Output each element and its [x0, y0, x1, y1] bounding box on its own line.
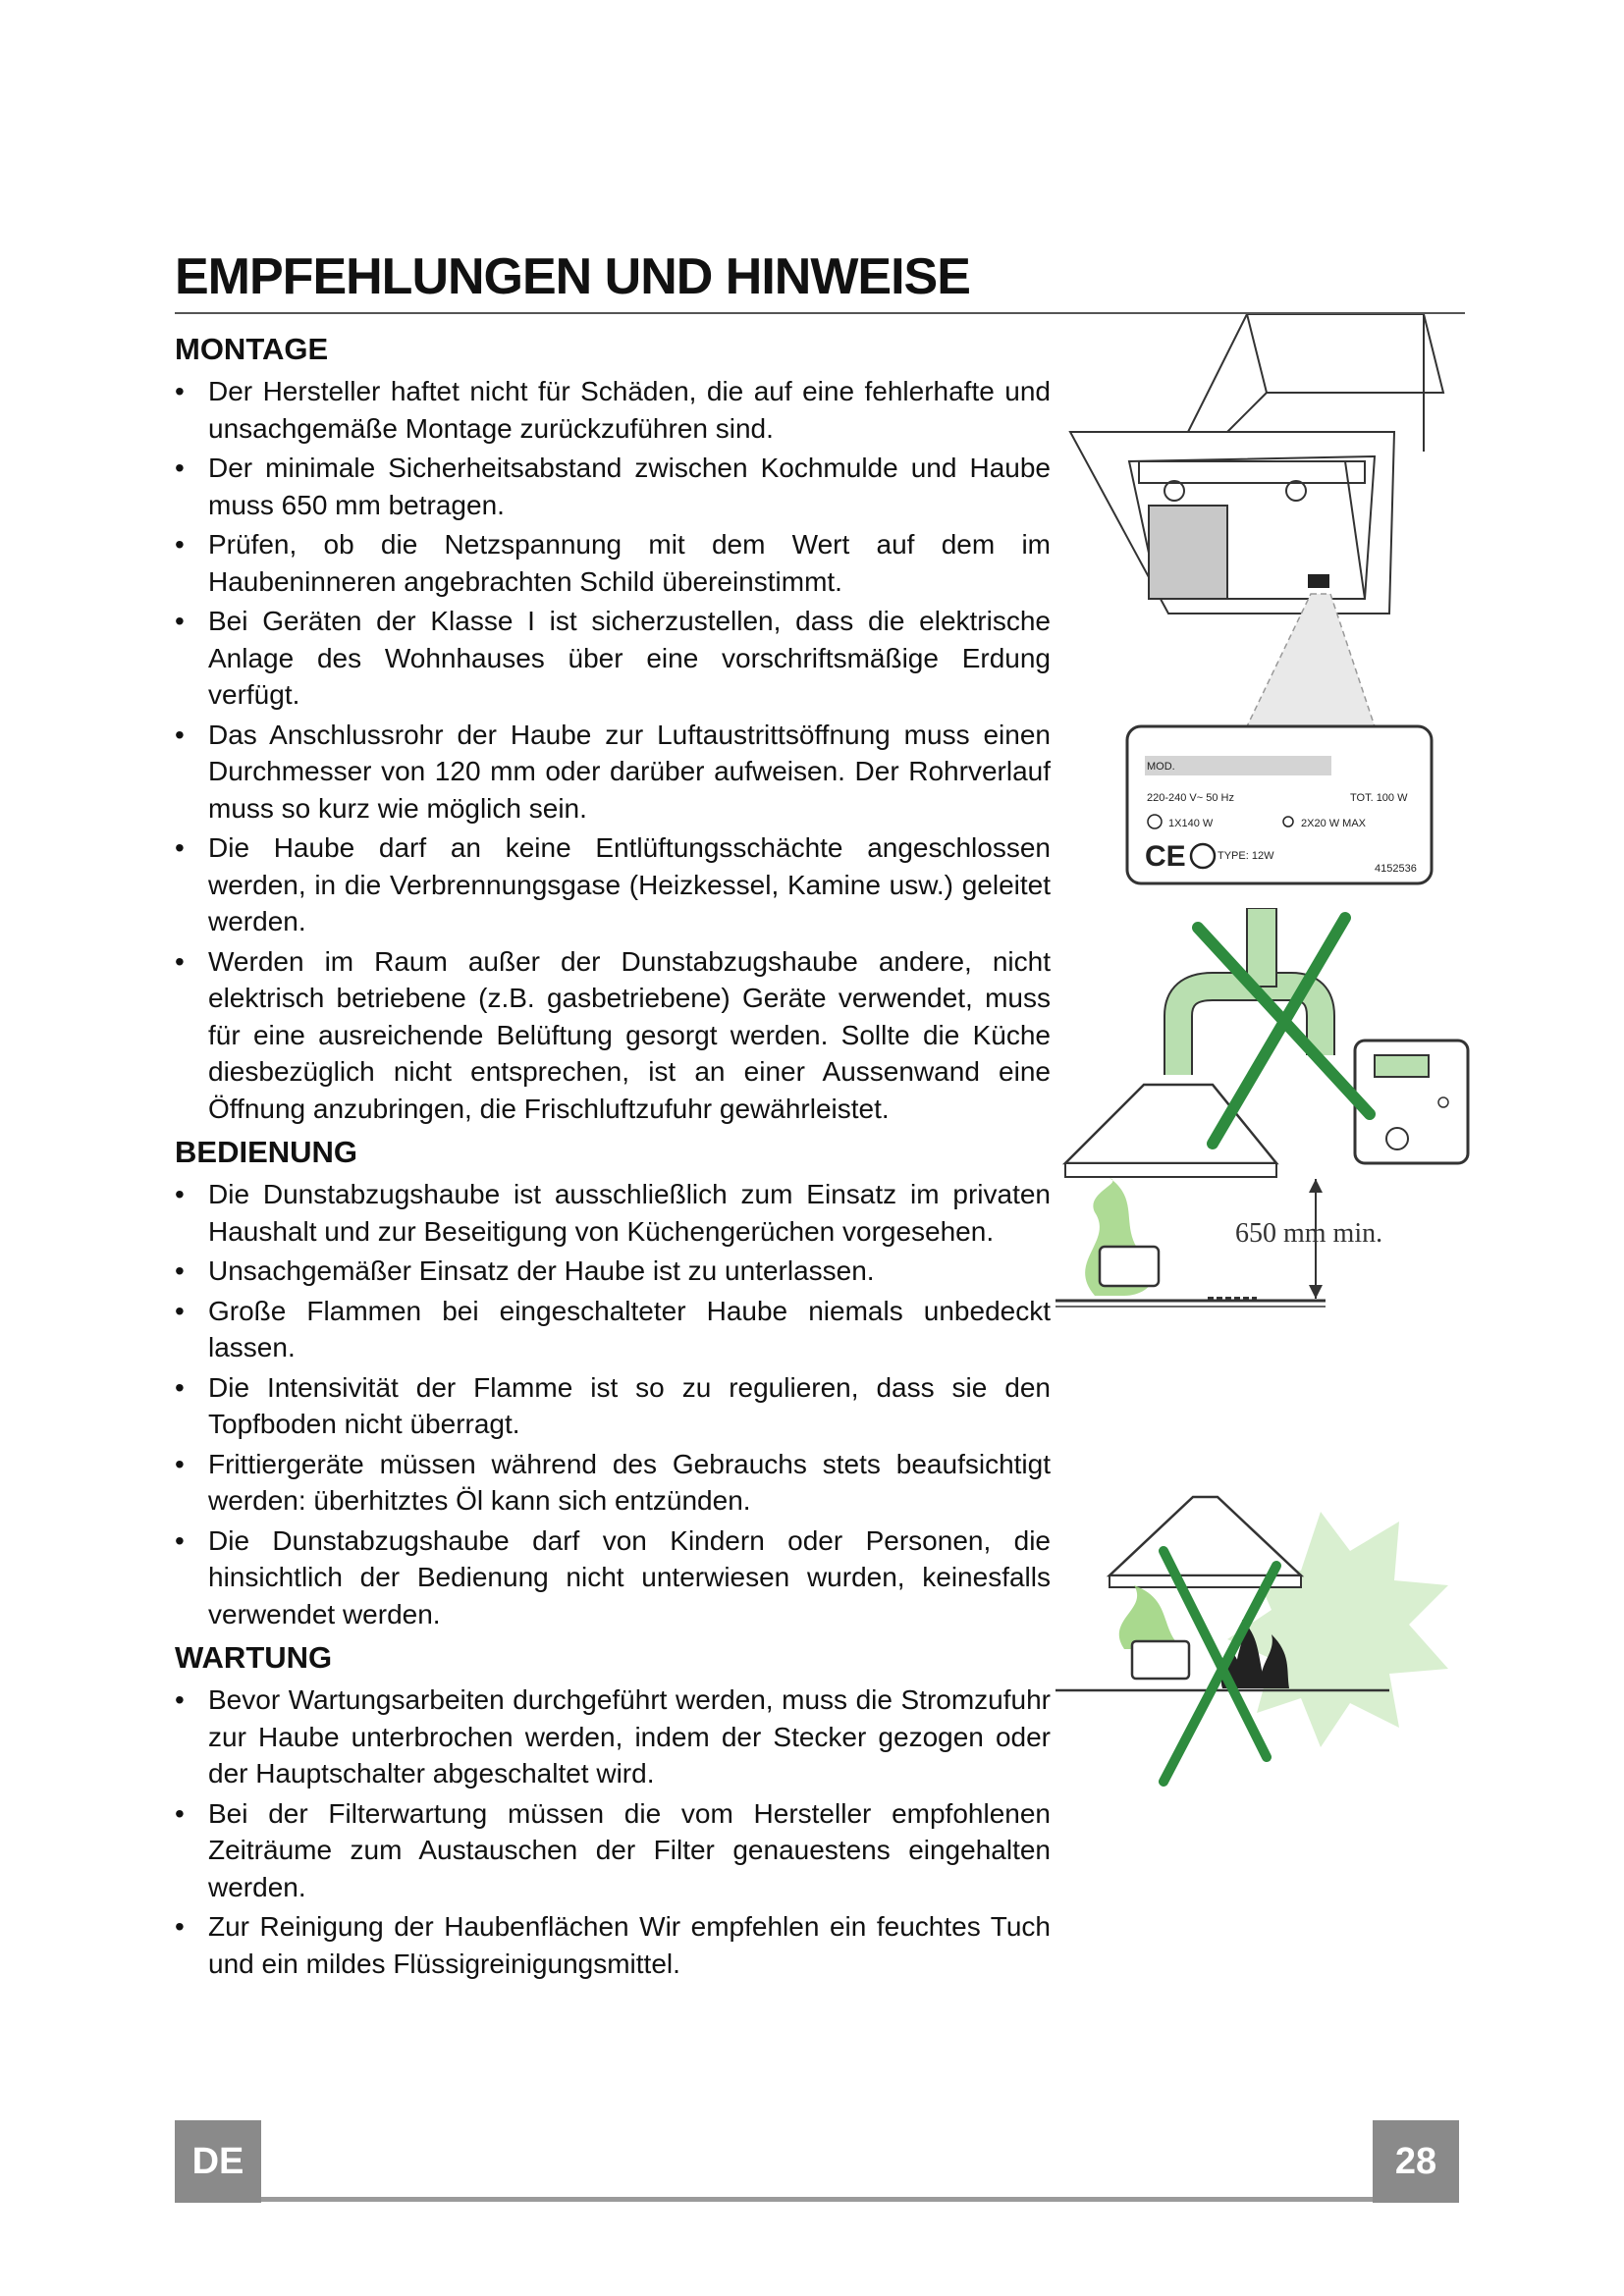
hood-switch-block — [1308, 574, 1329, 588]
rating-plate-type: TYPE: 12W — [1218, 850, 1274, 862]
list-item: • Bevor Wartungsarbeiten durchgeführt werden, muss die Stromzufuhr zur Haube unterbrochen werden, indem der Stecker gezogen oder der Hauptschalter abgeschaltet wird. — [175, 1682, 1051, 1792]
rating-plate-total: TOT. 100 W — [1350, 792, 1408, 804]
grease-filter — [1149, 506, 1227, 599]
rating-plate-model: MOD. — [1147, 761, 1175, 773]
footer-divider — [261, 2197, 1373, 2202]
list-item: • Prüfen, ob die Netzspannung mit dem Wert auf dem im Haubeninneren angebrachten Schild übereinstimmt. — [175, 526, 1051, 600]
hood-chimney-top — [1247, 314, 1443, 393]
rating-plate-voltage: 220-240 V~ 50 Hz — [1147, 792, 1234, 804]
distance-label: 650 mm min. — [1235, 1218, 1383, 1249]
list-item: • Bei der Filterwartung müssen die vom Hersteller empfohlenen Zeiträume zum Austauschen der Filter genauestens eingehalten werden. — [175, 1795, 1051, 1906]
main-content — [175, 324, 1051, 1985]
pot-icon — [1100, 1247, 1159, 1286]
list-item: • Zur Reinigung der Haubenflächen Wir empfehlen ein feuchtes Tuch und ein mildes Flüssigreinigungsmittel. — [175, 1908, 1051, 1982]
list-item: • Bei Geräten der Klasse I ist sicherzustellen, dass die elektrische Anlage des Wohnhauses über eine vorschriftsmäßige Erdung verfügt. — [175, 603, 1051, 714]
list-item: • Der minimale Sicherheitsabstand zwischen Kochmulde und Haube muss 650 mm betragen. — [175, 450, 1051, 523]
rating-plate-motor: 1X140 W — [1168, 818, 1214, 829]
list-item: • Große Flammen bei eingeschalteter Haube niemals unbedeckt lassen. — [175, 1293, 1051, 1366]
list-item: • Die Dunstabzugshaube ist ausschließlich zum Einsatz im privaten Haushalt und zur Beseitigung von Küchengerüchen vorgesehen. — [175, 1176, 1051, 1250]
list-item: • Unsachgemäßer Einsatz der Haube ist zu unterlassen. — [175, 1253, 1051, 1290]
steam-icon — [1119, 1585, 1183, 1649]
rating-plate-code: 4152536 — [1375, 863, 1417, 875]
flue-distance-figure — [1056, 908, 1488, 1320]
section-heading-wartung: WARTUNG — [175, 1640, 333, 1675]
bedienung-list — [175, 1176, 1051, 1632]
hood-rating-plate-figure — [1051, 314, 1483, 893]
list-item: • Die Intensivität der Flamme ist so zu regulieren, dass sie den Topfboden nicht überragt. — [175, 1369, 1051, 1443]
pot-icon — [1132, 1641, 1189, 1679]
list-item: • Frittiergeräte müssen während des Gebrauchs stets beaufsichtigt werden: überhitztes Öl kann sich entzünden. — [175, 1446, 1051, 1520]
page-number: 28 — [1373, 2120, 1459, 2203]
page-title: EMPFEHLUNGEN UND HINWEISE — [175, 248, 970, 305]
open-flame-figure — [1056, 1492, 1488, 1787]
list-item: • Der Hersteller haftet nicht für Schäden, die auf eine fehlerhafte und unsachgemäße Montage zurückzuführen sind. — [175, 373, 1051, 447]
svg-text:CE: CE — [1145, 840, 1186, 873]
section-heading-bedienung: BEDIENUNG — [175, 1135, 358, 1169]
list-item: • Die Dunstabzugshaube darf von Kindern oder Personen, die hinsichtlich der Bedienung nicht unterwiesen wurden, keinesfalls verwendet werden. — [175, 1522, 1051, 1633]
section-heading-montage: MONTAGE — [175, 332, 329, 366]
montage-list — [175, 373, 1051, 1127]
language-badge: DE — [175, 2120, 261, 2203]
list-item: • Werden im Raum außer der Dunstabzugshaube andere, nicht elektrisch betriebene (z.B. gasbetriebene) Geräte verwendet, muss für eine ausreichende Belüftung gesorgt werden. Sollte die Küche diesbezüglich nicht entsprechen, ist an einer Aussenwand eine Öffnung anzubringen, die Frischluftzufuhr gewährleistet. — [175, 943, 1051, 1128]
wartung-list — [175, 1682, 1051, 1982]
list-item: • Das Anschlussrohr der Haube zur Luftaustrittsöffnung muss einen Durchmesser von 120 mm oder darüber aufweisen. Der Rohrverlauf muss so kurz wie möglich sein. — [175, 717, 1051, 828]
list-item: • Die Haube darf an keine Entlüftungsschächte angeschlossen werden, in die Verbrennungsgase (Heizkessel, Kamine usw.) geleitet werden. — [175, 829, 1051, 940]
rating-plate-lamps: 2X20 W MAX — [1301, 818, 1367, 829]
